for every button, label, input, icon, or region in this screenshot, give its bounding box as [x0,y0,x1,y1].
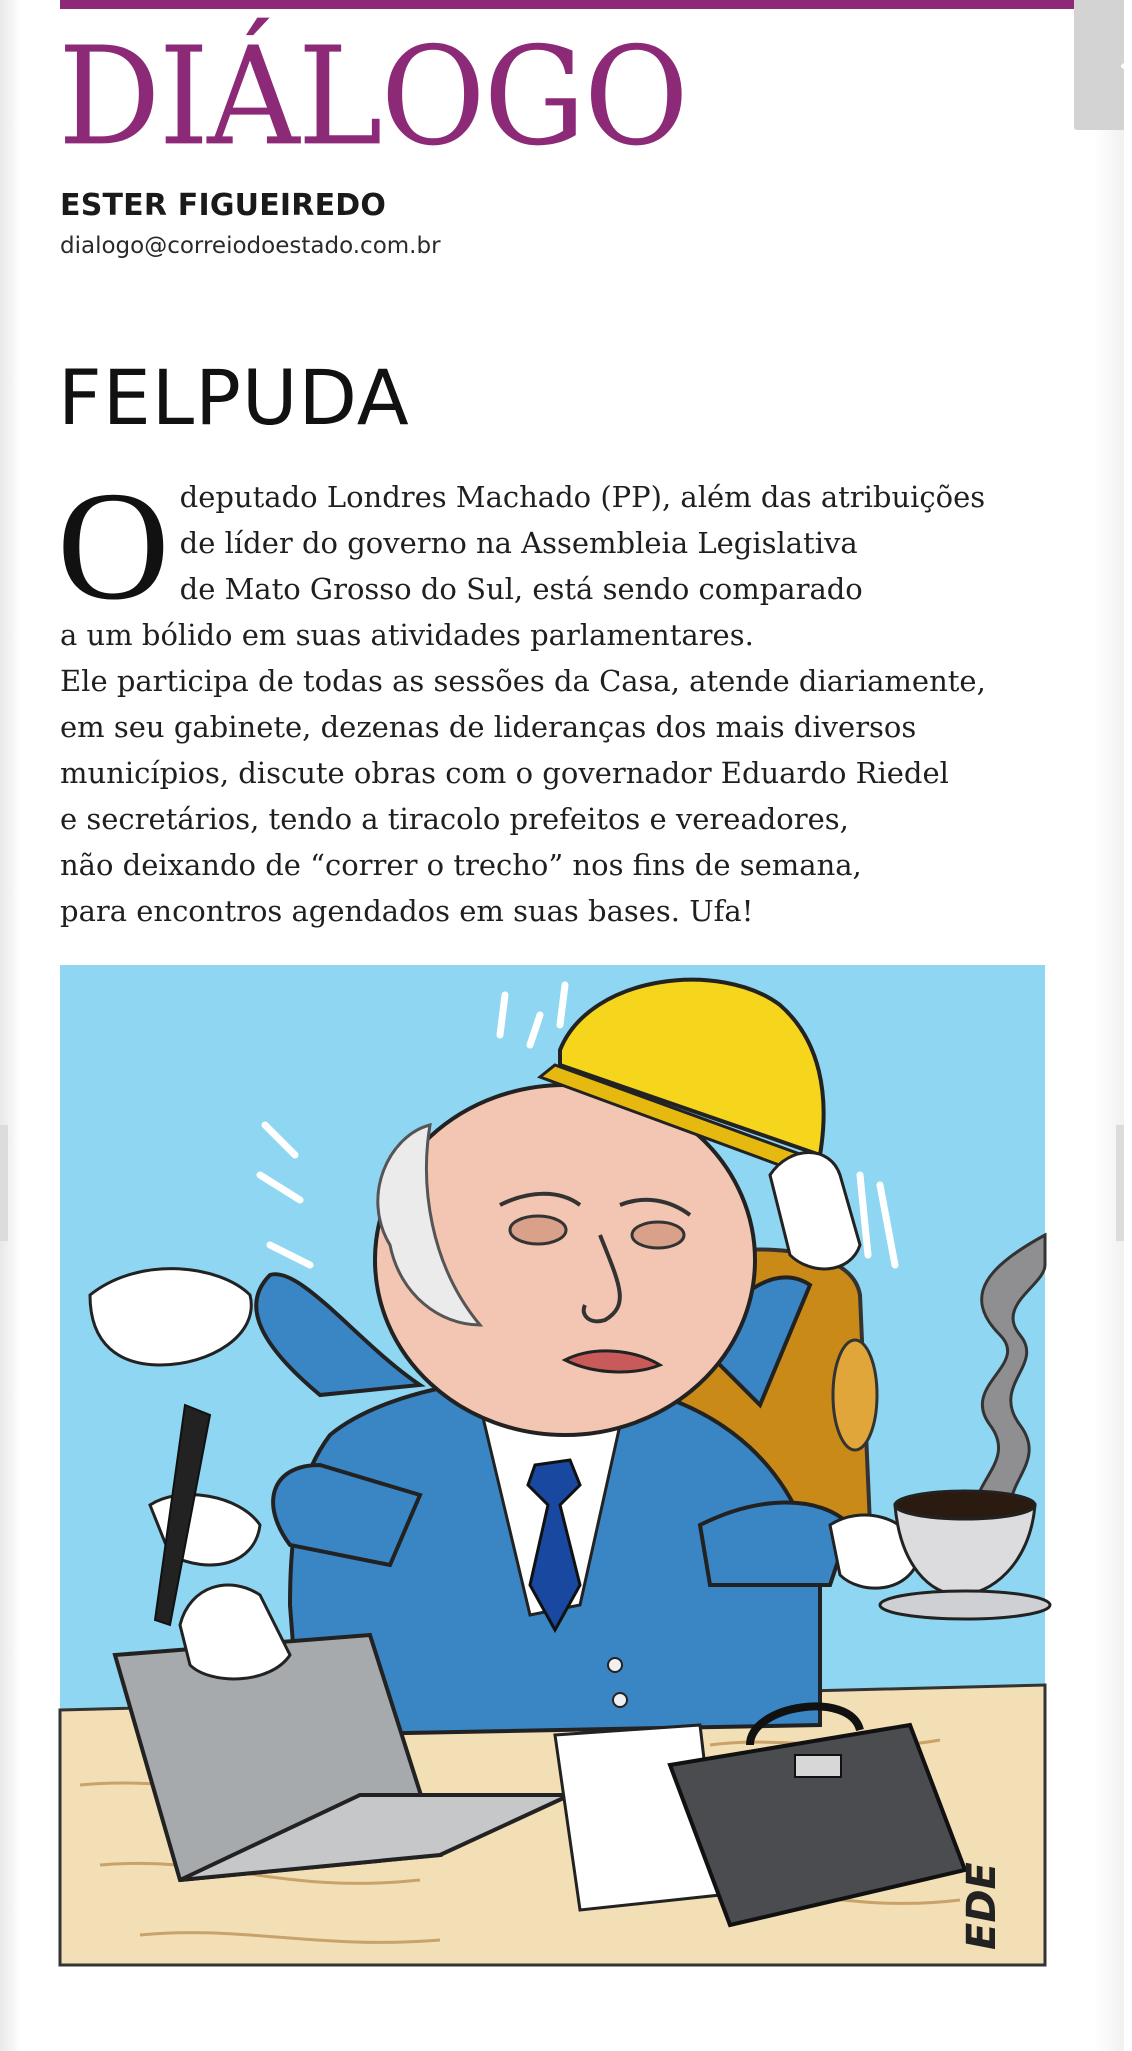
right-page-gutter [1094,0,1124,2051]
editorial-cartoon [60,965,1045,1965]
top-rule [60,0,1124,9]
prev-page-handle[interactable] [0,1125,8,1241]
article-line: e secretários, tendo a tiracolo prefeitos e vereadores, [60,802,849,836]
arm-right [700,1503,850,1586]
columnist-name: ESTER FIGUEIREDO [60,188,387,223]
columnist-email[interactable]: dialogo@correiodoestado.com.br [60,233,441,259]
page-nav-tab[interactable] [1074,0,1132,130]
chevron-left-icon: ‹ [1118,45,1132,85]
column-masthead: DIÁLOGO [58,18,687,177]
article-line: municípios, discute obras com o governador Eduardo Riedel [60,756,949,790]
next-page-handle[interactable] [1116,1125,1124,1241]
section-title: FELPUDA [58,353,410,442]
article-body [57,459,1040,934]
left-page-gutter [0,0,20,2051]
article-line: em seu gabinete, dezenas de lideranças dos mais diversos [60,710,917,744]
article-line: Ele participa de todas as sessões da Casa, atende diariamente, [60,664,986,698]
article-line: não deixando de “correr o trecho” nos fins de semana, [60,848,862,882]
drop-cap: O [57,459,170,632]
article-line: a um bólido em suas atividades parlamentares. [60,618,754,652]
article-line: para encontros agendados em suas bases. Ufa! [60,894,754,928]
cartoonist-signature: EDE [959,1862,1005,1950]
article-line: de Mato Grosso do Sul, está sendo comparado [179,572,863,606]
article-line: de líder do governo na Assembleia Legislativa [179,526,858,560]
article-line: deputado Londres Machado (PP), além das atribuições [179,480,986,514]
